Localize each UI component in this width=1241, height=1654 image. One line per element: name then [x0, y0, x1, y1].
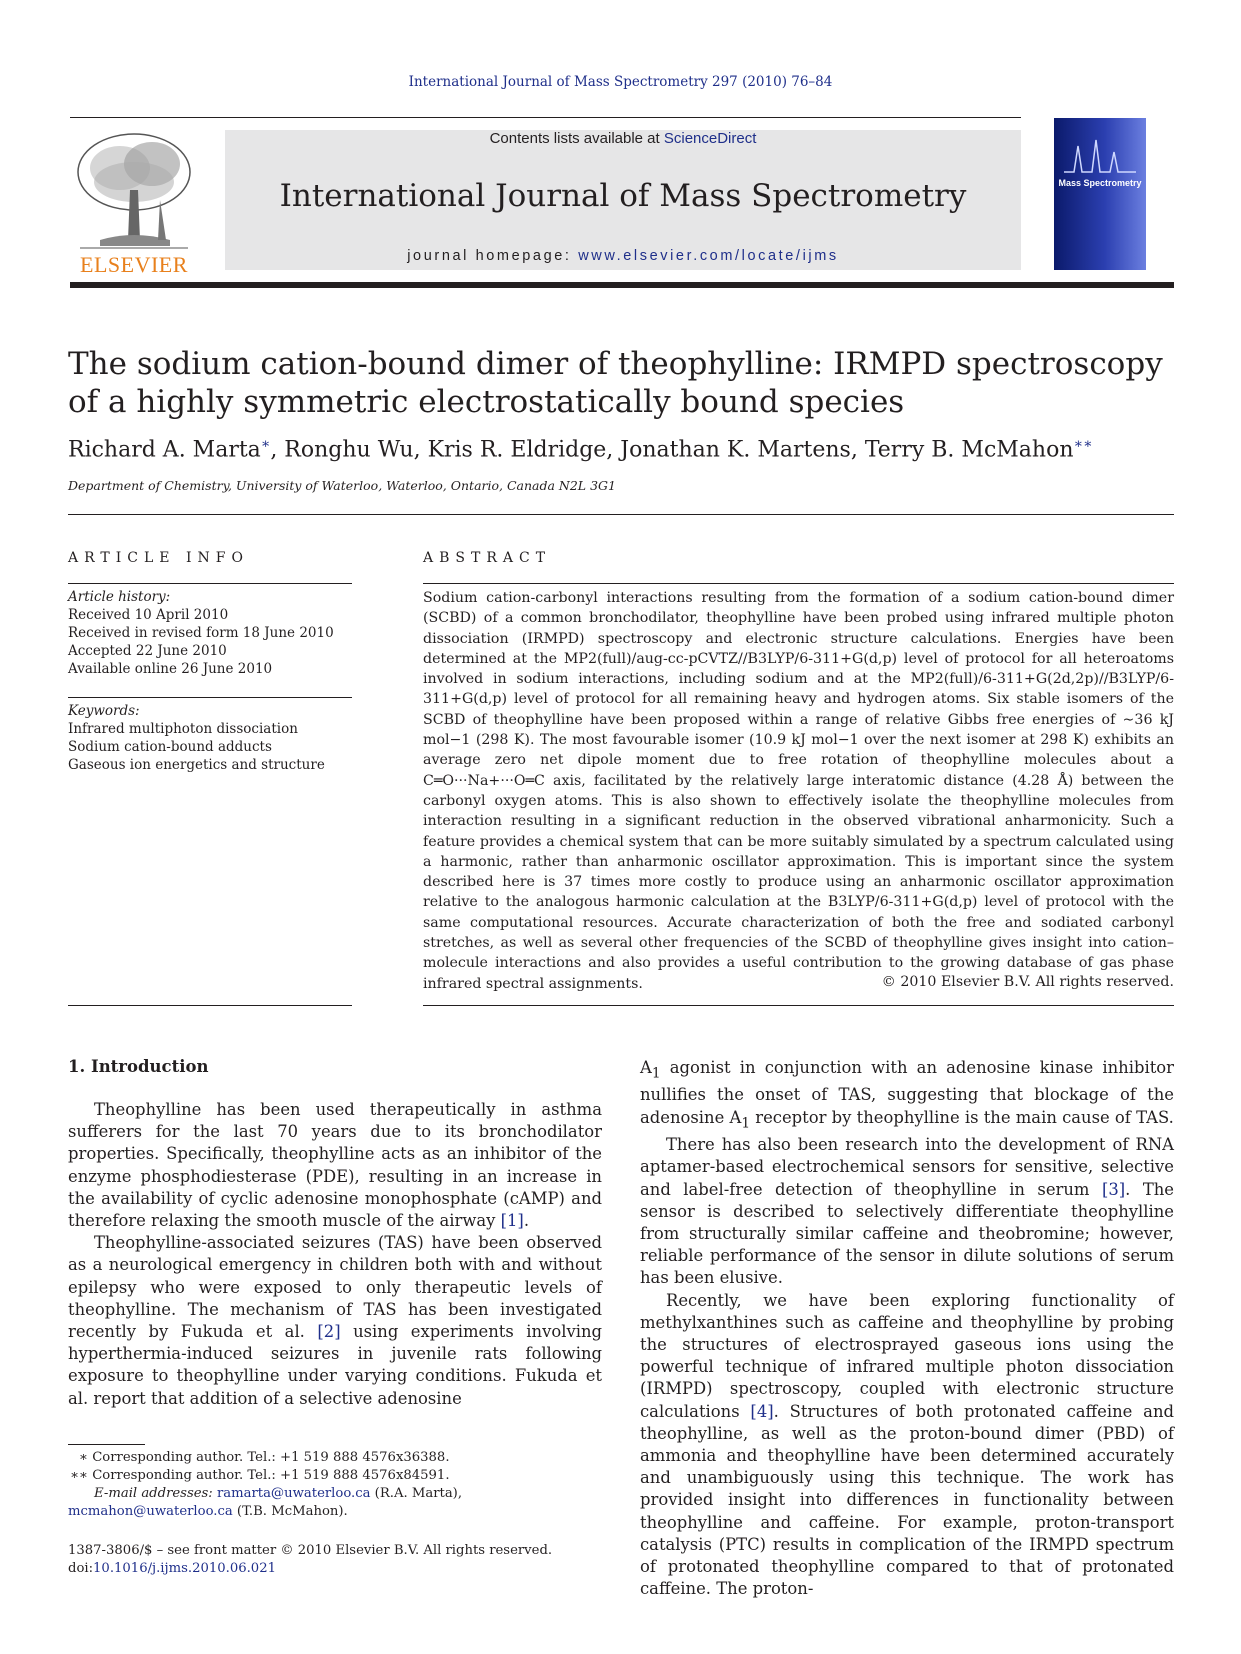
- email-label: E-mail addresses:: [94, 1486, 213, 1501]
- text-run: .: [523, 1211, 530, 1231]
- email-line: [68, 1485, 602, 1503]
- subscript: 1: [741, 1114, 751, 1131]
- text-run: A: [640, 1058, 652, 1077]
- author-rest: , Ronghu Wu, Kris R. Eldridge, Jonathan K. Martens, Terry B. McMahon: [270, 437, 1074, 463]
- journal-title: International Journal of Mass Spectrometry: [279, 178, 967, 214]
- text-run: . The sensor is described to selectively differentiate theophylline from structurally similar caffeine and theobromine; however, reliable performance of the sensor in dilute solutions of serum has been elusive.: [640, 1179, 1175, 1288]
- journal-citation[interactable]: International Journal of Mass Spectrometry 297 (2010) 76–84: [408, 74, 833, 90]
- footnotes: [68, 1449, 602, 1521]
- header-top-rule: [70, 117, 1021, 118]
- history-item: Received 10 April 2010: [68, 607, 229, 623]
- text-run: Theophylline-associated seizures (TAS) have been observed as a neurological emergency in children both with and without epilepsy who were exposed to only therapeutic levels of theophylline. The mechanism of TAS has been investigated recently by Fukuda et al.: [68, 1233, 602, 1342]
- article-info-rule: [68, 583, 352, 584]
- paragraph: [640, 1290, 1174, 1601]
- abstract-heading: ABSTRACT: [423, 550, 552, 566]
- homepage-label: journal homepage:: [407, 248, 579, 264]
- contents-prefix: Contents lists available at: [489, 130, 664, 147]
- history-item: Accepted 22 June 2010: [68, 643, 227, 659]
- article-history: [68, 588, 352, 678]
- reference-link-2[interactable]: [2]: [317, 1322, 341, 1342]
- footnote-text: Corresponding author. Tel.: +1 519 888 4576x84591.: [92, 1468, 450, 1483]
- author-note-link-1[interactable]: ∗: [260, 436, 271, 452]
- text-run: Recently, we have been exploring functionality of methylxanthines such as caffeine and theophylline by probing the structures of electrosprayed gaseous ions using the powerful technique of infrared multiple photon dissociation (IRMPD) spectroscopy, coupled with electronic structure calculations: [640, 1290, 1174, 1421]
- reference-link-3[interactable]: [3]: [1101, 1179, 1126, 1199]
- author-note-link-2[interactable]: ∗∗: [1073, 436, 1093, 452]
- text-run: agonist in conjunction with an adenosine kinase inhibitor nullifies the onset of TAS, suggesting that blockage of the adenosine A: [640, 1058, 1174, 1127]
- keywords-rule: [68, 697, 352, 698]
- header-bottom-rule: [70, 282, 1174, 288]
- abstract-copyright: © 2010 Elsevier B.V. All rights reserved.: [881, 974, 1174, 990]
- journal-homepage: [225, 248, 1021, 264]
- footnote-mark: ∗∗: [70, 1468, 88, 1483]
- email-owner: (T.B. McMahon).: [232, 1504, 348, 1519]
- author-first: Richard A. Marta: [68, 437, 261, 463]
- abstract-bottom-rule: [423, 1005, 1174, 1006]
- paragraph: [68, 1232, 602, 1410]
- footnote-2: [68, 1467, 602, 1485]
- abstract-rule: [423, 583, 1174, 584]
- homepage-link[interactable]: www.elsevier.com/locate/ijms: [578, 248, 839, 264]
- cover-title: Mass Spectrometry: [1058, 178, 1142, 188]
- issn-line: 1387-3806/$ – see front matter © 2010 Elsevier B.V. All rights reserved.: [68, 1543, 553, 1558]
- doi-link[interactable]: 10.1016/j.ijms.2010.06.021: [93, 1561, 276, 1576]
- reference-link-1[interactable]: [1]: [500, 1211, 524, 1231]
- sciencedirect-link[interactable]: ScienceDirect: [663, 130, 757, 147]
- text-run: . Structures of both protonated caffeine and theophylline, as well as the proton-bound dimer (PBD) of ammonia and theophylline have been determined accurately and unambiguously using this technique. The work has provided insight into differences in functionality between theophylline and caffeine. For example, proton-transport catalysis (PTC) results in complication of the IRMPD spectrum of protonated theophylline compared to that of protonated caffeine. The proton-: [640, 1401, 1174, 1599]
- elsevier-wordmark: ELSEVIER: [80, 252, 188, 277]
- email-link-mcmahon[interactable]: mcmahon@uwaterloo.ca: [68, 1504, 233, 1519]
- affiliation-rule: [68, 514, 1174, 515]
- keyword-item: Gaseous ion energetics and structure: [68, 757, 325, 773]
- body-column-right: [640, 1057, 1174, 1600]
- doi-line: [68, 1560, 602, 1578]
- journal-header-box: [225, 130, 1021, 270]
- article-info-heading: ARTICLE INFO: [68, 550, 249, 566]
- history-item: Available online 26 June 2010: [68, 661, 273, 677]
- reference-link-4[interactable]: [4]: [750, 1401, 774, 1421]
- keywords-label: Keywords:: [68, 703, 140, 719]
- paragraph: [640, 1057, 1174, 1134]
- history-label: Article history:: [68, 589, 171, 605]
- footnote-text: Corresponding author. Tel.: +1 519 888 4576x36388.: [92, 1450, 450, 1465]
- email-line-2: [68, 1503, 602, 1521]
- elsevier-tree-icon: [70, 130, 198, 252]
- history-item: Received in revised form 18 June 2010: [68, 625, 334, 641]
- author-list: [68, 436, 1093, 462]
- text-run: receptor by theophylline is the main cause of TAS.: [750, 1107, 1174, 1127]
- keyword-item: Infrared multiphoton dissociation: [68, 721, 298, 737]
- abstract-text: Sodium cation-carbonyl interactions resulting from the formation of a sodium cation-bound dimer (SCBD) of a common bronchodilator, theophylline have been probed using infrared multiple photon dissociation (IRMPD) spectroscopy and electronic structure calculations. Energies have been determined at the MP2(full)/aug-cc-pCVTZ//B3LYP/6-311+G(d,p) level of protocol for all heteroatoms involved in sodium interactions, including sodium and at the MP2(full)/6-311+G(2d,2p)//B3LYP/6-311+G(d,p) level of protocol for all remaining heavy and hydrogen atoms. Six stable isomers of the SCBD of theophylline have been proposed within a range of relative Gibbs free energies of ∼36 kJ mol−1 (298 K). The most favourable isomer (10.9 kJ mol−1 over the next isomer at 298 K) exhibits an average zero net dipole moment due to free rotation of theophylline molecules about a C═O···Na+···O═C axis, facilitated by the relatively large interatomic distance (4.28 Å) between the carbonyl oxygen atoms. This is also shown to effectively isolate the theophylline molecules from interaction resulting in a significant reduction in the observed vibrational anharmonicity. Such a feature provides a chemical system that can be more suitably simulated by a spectrum calculated using a harmonic, rather than anharmonic oscillator approximation. This is important since the system described here is 37 times more costly to produce using an anharmonic oscillator approximation relative to the analogous harmonic calculation at the B3LYP/6-311+G(d,p) level of protocol with the same computational resources. Accurate characterization of both the free and sodiated carbonyl stretches, as well as several other frequencies of the SCBD of theophylline gives insight into cation–molecule interactions and also provides a useful contribution to the growing database of gas phase infrared spectral assignments.: [423, 590, 1174, 992]
- text-run: using experiments involving hyperthermia-induced seizures in juvenile rats following exposure to theophylline under varying conditions. Fukuda et al. report that addition of a selective adenosine: [68, 1322, 602, 1408]
- article-title: The sodium cation-bound dimer of theophylline: IRMPD spectroscopy of a highly symmetric electrostatically bound species: [68, 346, 1163, 420]
- journal-cover-image[interactable]: [1054, 118, 1146, 270]
- paragraph: [640, 1134, 1174, 1289]
- article-info-bottom-rule: [68, 1005, 352, 1006]
- contents-available: [225, 130, 1021, 147]
- keyword-item: Sodium cation-bound adducts: [68, 739, 272, 755]
- doi-label: doi:: [68, 1561, 94, 1576]
- email-owner: (R.A. Marta),: [370, 1486, 463, 1501]
- body-column-left: [68, 1099, 602, 1410]
- footnote-1: [68, 1449, 602, 1467]
- cover-spectrum-icon: [1064, 136, 1136, 176]
- subscript: 1: [651, 1065, 661, 1082]
- elsevier-logo[interactable]: [70, 130, 198, 280]
- footnote-mark: ∗: [79, 1450, 88, 1465]
- keywords: [68, 702, 352, 774]
- email-link-marta[interactable]: ramarta@uwaterloo.ca: [216, 1486, 371, 1501]
- section-heading-introduction: 1. Introduction: [68, 1057, 209, 1076]
- affiliation: Department of Chemistry, University of Waterloo, Waterloo, Ontario, Canada N2L 3G1: [68, 478, 616, 493]
- paragraph: [68, 1099, 602, 1232]
- text-run: Theophylline has been used therapeutically in asthma sufferers for the last 70 years due to its bronchodilator properties. Specifically, theophylline acts as an inhibitor of the enzyme phosphodiesterase (PDE), resulting in an increase in the availability of cyclic adenosine monophosphate (cAMP) and therefore relaxing the smooth muscle of the airway: [68, 1100, 602, 1231]
- front-matter: [68, 1542, 602, 1578]
- text-run: There has also been research into the development of RNA aptamer-based electrochemical sensors for sensitive, selective and label-free detection of theophylline in serum: [640, 1135, 1174, 1199]
- footnote-rule: [68, 1444, 145, 1445]
